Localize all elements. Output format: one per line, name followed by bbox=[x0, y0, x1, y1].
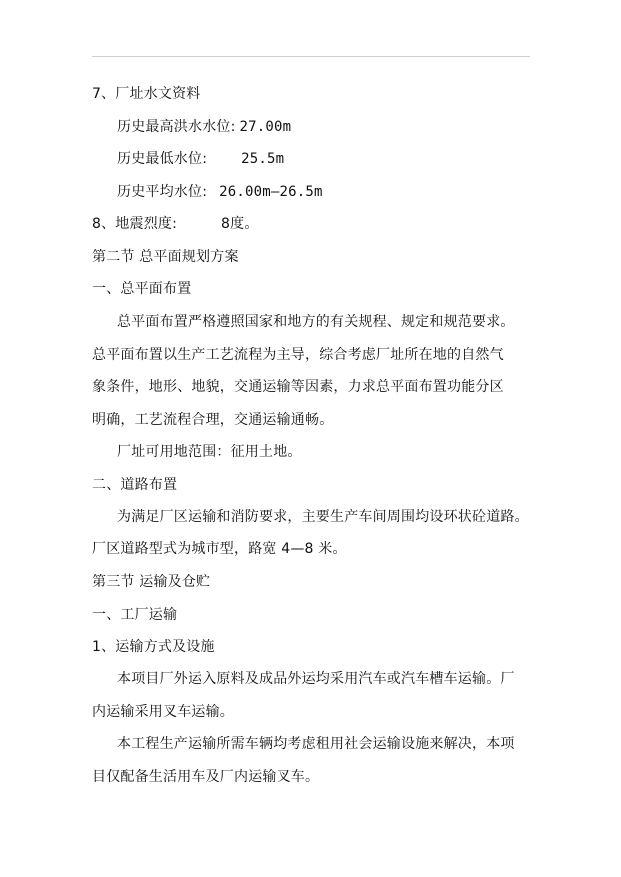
low-level-row bbox=[117, 150, 284, 168]
flood-level-label: 历史最高洪水水位: bbox=[117, 119, 236, 135]
layout-paragraph-line: 明确，工艺流程合理，交通运输通畅。 bbox=[92, 412, 334, 428]
low-level-value: 25.5m bbox=[241, 151, 285, 167]
avg-level-row bbox=[117, 183, 323, 201]
flood-level-value: 27.00m bbox=[239, 119, 292, 135]
transport-subheading: 1、运输方式及设施 bbox=[92, 639, 215, 655]
flood-level-row bbox=[117, 118, 291, 136]
layout-paragraph-line: 象条件，地形、地貌，交通运输等因素，力求总平面布置功能分区 bbox=[92, 379, 504, 395]
transport-paragraph-line: 本工程生产运输所需车辆均考虑租用社会运输设施来解决，本项 bbox=[117, 736, 515, 752]
header-rule bbox=[92, 56, 530, 57]
low-level-label: 历史最低水位: bbox=[117, 151, 208, 167]
hydrology-title: 7、厂址水文资料 bbox=[92, 86, 201, 102]
layout-paragraph-line: 总平面布置严格遵照国家和地方的有关规程、规定和规范要求。 bbox=[117, 314, 515, 330]
land-scope: 厂址可用地范围：征用土地。 bbox=[117, 444, 302, 460]
road-paragraph-line: 厂区道路型式为城市型，路宽 4—8 米。 bbox=[92, 541, 347, 557]
chapter3-title: 第三节 运输及仓贮 bbox=[92, 574, 211, 590]
layout-paragraph-line: 总平面布置以生产工艺流程为主导，综合考虑厂址所在地的自然气 bbox=[92, 347, 504, 363]
transport-heading: 一、工厂运输 bbox=[92, 607, 178, 623]
seismic-value: 8度。 bbox=[221, 216, 259, 232]
avg-level-value: 26.00m—26.5m bbox=[219, 184, 323, 200]
seismic-row bbox=[92, 215, 259, 233]
chapter2-title: 第二节 总平面规划方案 bbox=[92, 249, 239, 265]
transport-paragraph-line: 内运输采用叉车运输。 bbox=[92, 704, 234, 720]
road-heading: 二、道路布置 bbox=[92, 477, 178, 493]
layout-heading: 一、总平面布置 bbox=[92, 281, 192, 297]
avg-level-label: 历史平均水位: bbox=[117, 184, 208, 200]
road-paragraph-line: 为满足厂区运输和消防要求，主要生产车间周围均设环状砼道路。 bbox=[117, 509, 529, 525]
seismic-label: 8、地震烈度: bbox=[92, 216, 178, 232]
transport-paragraph-line: 目仅配备生活用车及厂内运输叉车。 bbox=[92, 769, 320, 785]
transport-paragraph-line: 本项目厂外运入原料及成品外运均采用汽车或汽车槽车运输。厂 bbox=[117, 671, 515, 687]
